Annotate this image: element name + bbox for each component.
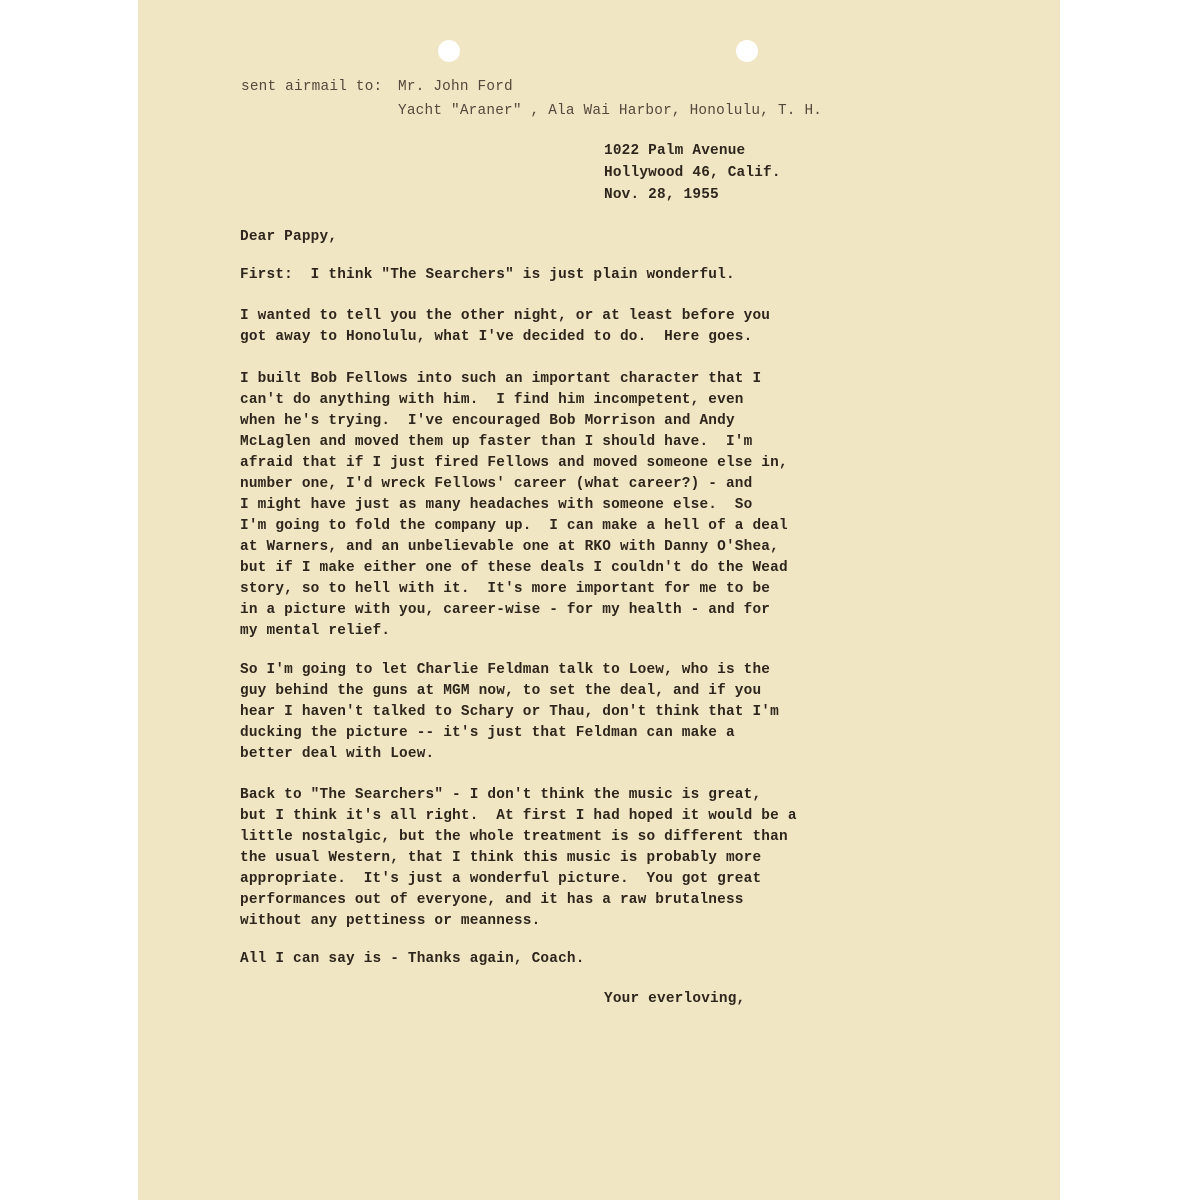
paragraph-line: ducking the picture -- it's just that Feldman can make a	[240, 725, 735, 741]
paragraph-line: performances out of everyone, and it has a raw brutalness	[240, 892, 744, 908]
letter-date: Nov. 28, 1955	[604, 187, 719, 203]
paragraph-line: I wanted to tell you the other night, or at least before you	[240, 308, 771, 324]
closing: Your everloving,	[604, 991, 746, 1007]
paragraph-line: the usual Western, that I think this music is probably more	[240, 850, 762, 866]
airmail-label: sent airmail to:	[241, 79, 383, 95]
paragraph-line: can't do anything with him. I find him incompetent, even	[240, 392, 744, 408]
paragraph-line: but if I make either one of these deals I couldn't do the Wead	[240, 560, 788, 576]
paragraph-line: First: I think "The Searchers" is just plain wonderful.	[240, 267, 735, 283]
paragraph-line: but I think it's all right. At first I had hoped it would be a	[240, 808, 797, 824]
paragraph-line: number one, I'd wreck Fellows' career (what career?) - and	[240, 476, 753, 492]
recipient-address: Yacht "Araner" , Ala Wai Harbor, Honolulu, T. H.	[398, 103, 823, 119]
paragraph-line: I might have just as many headaches with someone else. So	[240, 497, 753, 513]
sender-city: Hollywood 46, Calif.	[604, 165, 781, 181]
binder-hole-right	[736, 40, 758, 62]
paragraph-line: Back to "The Searchers" - I don't think the music is great,	[240, 787, 762, 803]
paragraph-line: afraid that if I just fired Fellows and moved someone else in,	[240, 455, 788, 471]
paragraph-line: story, so to hell with it. It's more important for me to be	[240, 581, 771, 597]
paragraph-line: my mental relief.	[240, 623, 391, 639]
paragraph-line: hear I haven't talked to Schary or Thau, don't think that I'm	[240, 704, 779, 720]
paragraph-line: little nostalgic, but the whole treatment is so different than	[240, 829, 788, 845]
paragraph-line: better deal with Loew.	[240, 746, 435, 762]
salutation: Dear Pappy,	[240, 229, 338, 245]
paragraph-line: in a picture with you, career-wise - for my health - and for	[240, 602, 771, 618]
paragraph-line: got away to Honolulu, what I've decided to do. Here goes.	[240, 329, 753, 345]
paragraph-line: without any pettiness or meanness.	[240, 913, 541, 929]
recipient-name: Mr. John Ford	[398, 79, 513, 95]
paragraph-line: All I can say is - Thanks again, Coach.	[240, 951, 585, 967]
paragraph-line: I'm going to fold the company up. I can make a hell of a deal	[240, 518, 788, 534]
paragraph-line: at Warners, and an unbelievable one at RKO with Danny O'Shea,	[240, 539, 779, 555]
sender-street: 1022 Palm Avenue	[604, 143, 746, 159]
paragraph-line: I built Bob Fellows into such an important character that I	[240, 371, 762, 387]
binder-hole-left	[438, 40, 460, 62]
paragraph-line: when he's trying. I've encouraged Bob Morrison and Andy	[240, 413, 735, 429]
paragraph-line: appropriate. It's just a wonderful picture. You got great	[240, 871, 762, 887]
paragraph-line: guy behind the guns at MGM now, to set the deal, and if you	[240, 683, 762, 699]
paragraph-line: So I'm going to let Charlie Feldman talk to Loew, who is the	[240, 662, 771, 678]
paragraph-line: McLaglen and moved them up faster than I should have. I'm	[240, 434, 753, 450]
